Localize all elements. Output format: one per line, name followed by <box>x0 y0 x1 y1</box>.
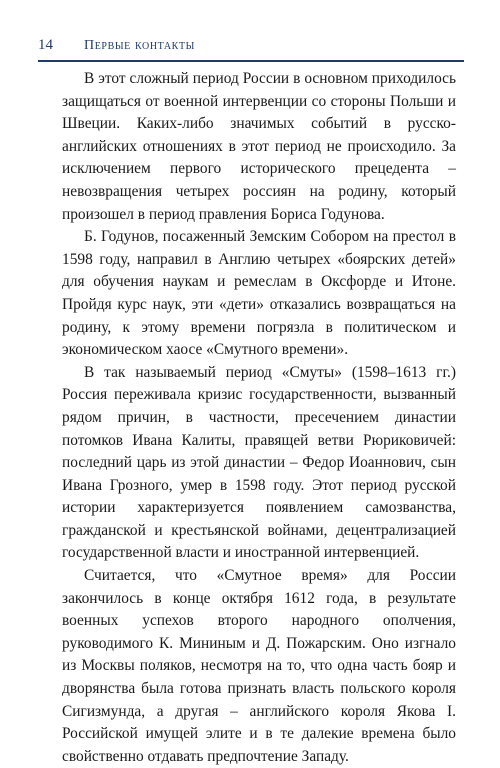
header-rule <box>38 60 464 62</box>
paragraph-1: В этот сложный период России в основном приходилось защищаться от военной интервенции со стороны Польши и Швеции. Каких-либо значимых событий в русско-английских отношениях в этот период не происходило. За исключением первого исторического прецедента – невозвращения четырех россиян на родину, который произошел в период правления Бориса Годунова. <box>62 70 456 223</box>
paragraph-4: Считается, что «Смутное время» для России закончилось в конце октября 1612 года, в результате военных успехов второго народного ополчения, руководимого К. Мининым и Д. Пожарским. Оно изгнало из Москвы поляков, несмотря на то, что одна часть бояр и дворянства была готова признать власть польского короля Сигизмунда, а другая – английского короля Якова I. Российской имущей элите и в те далекие времена было свойственно отдавать предпочтение Западу. <box>62 567 456 765</box>
page-number: 14 <box>38 37 53 53</box>
body-text <box>62 68 456 768</box>
section-title: Первые контакты <box>84 38 195 53</box>
running-head <box>38 37 462 59</box>
paragraph-3: В так называемый период «Смуты» (1598–1613 гг.) Россия переживала кризис государственности, вызванный рядом причин, в частности, пресечением династии потомков Ивана Калиты, правящей ветви Рюриковичей: последний царь из этой династии – Федор Иоаннович, сын Ивана Грозного, умер в 1598 году. Этот период русской истории характеризуется появлением самозванства, гражданской и крестьянской войнами, децентрализацией государственной власти и иностранной интервенцией. <box>62 363 456 562</box>
paragraph-2: Б. Годунов, посаженный Земским Собором на престол в 1598 году, направил в Англию четырех «боярских детей» для обучения наукам и ремеслам в Оксфорде и Итоне. Пройдя курс наук, эти «дети» отказались возвращаться на родину, к этому времени погрязла в политическом и экономическом хаосе «Смутного времени». <box>62 228 456 359</box>
